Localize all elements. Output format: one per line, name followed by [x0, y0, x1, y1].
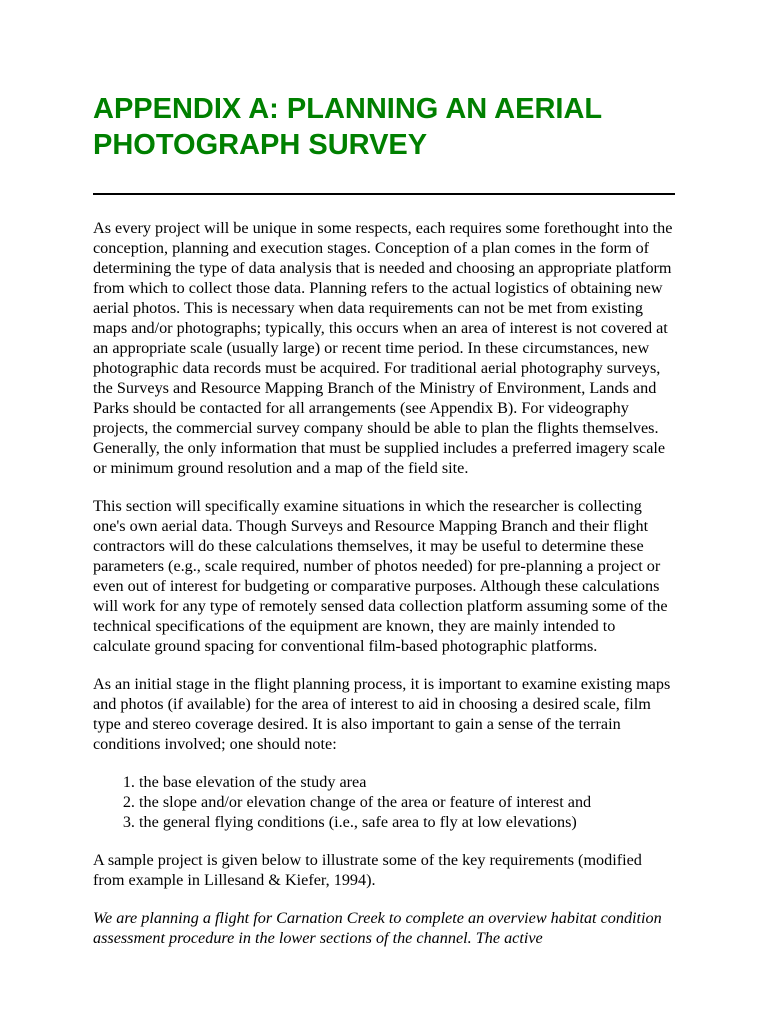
appendix-title: [93, 91, 675, 163]
document-page: [93, 0, 675, 1024]
title-line-1: APPENDIX A: PLANNING AN AERIAL: [93, 93, 603, 125]
paragraph-researcher-data: This section will specifically examine situations in which the researcher is collecting one's own aerial data. Though Surveys and Resource Mapping Branch and their flight contractors will do these calculations themselves, it may be useful to determine these parameters (e.g., scale required, number of photos needed) for pre-planning a project or even out of interest for budgeting or comparative purposes. Although these calculations will work for any type of remotely sensed data collection platform assuming some of the technical specifications of the equipment are known, they are mainly intended to calculate ground spacing for conventional film-based photographic platforms.: [93, 497, 668, 655]
paragraph-sample-project: A sample project is given below to illustrate some of the key requirements (modified from example in Lillesand & Kiefer, 1994).: [93, 851, 642, 889]
paragraph-flight-planning: As an initial stage in the flight planning process, it is important to examine existing maps and photos (if available) for the area of interest to aid in choosing a desired scale, film type and stereo coverage desired. It is also important to gain a sense of the terrain conditions involved; one should note:: [93, 675, 671, 753]
document-body: [93, 218, 675, 966]
list-item: 1. the base elevation of the study area: [139, 772, 675, 792]
horizontal-divider: [93, 193, 675, 195]
paragraph-example-italic: We are planning a flight for Carnation Creek to complete an overview habitat condition assessment procedure in the lower sections of the channel. The active: [93, 909, 662, 947]
list-item: 2. the slope and/or elevation change of the area or feature of interest and: [139, 792, 675, 812]
paragraph-intro: As every project will be unique in some respects, each requires some forethought into the conception, planning and execution stages. Conception of a plan comes in the form of determining the type of data analysis that is needed and choosing an appropriate platform from which to collect those data. Planning refers to the actual logistics of obtaining new aerial photos. This is necessary when data requirements can not be met from existing maps and/or photographs; typically, this occurs when an area of interest is not covered at an appropriate scale (usually large) or recent time period. In these circumstances, new photographic data records must be acquired. For traditional aerial photography surveys, the Surveys and Resource Mapping Branch of the Ministry of Environment, Lands and Parks should be contacted for all arrangements (see Appendix B). For videography projects, the commercial survey company should be able to plan the flights themselves. Generally, the only information that must be supplied includes a preferred imagery scale or minimum ground resolution and a map of the field site.: [93, 219, 673, 477]
list-item: 3. the general flying conditions (i.e., safe area to fly at low elevations): [139, 812, 675, 832]
title-line-2: PHOTOGRAPH SURVEY: [93, 129, 428, 161]
terrain-conditions-list: [93, 772, 675, 832]
